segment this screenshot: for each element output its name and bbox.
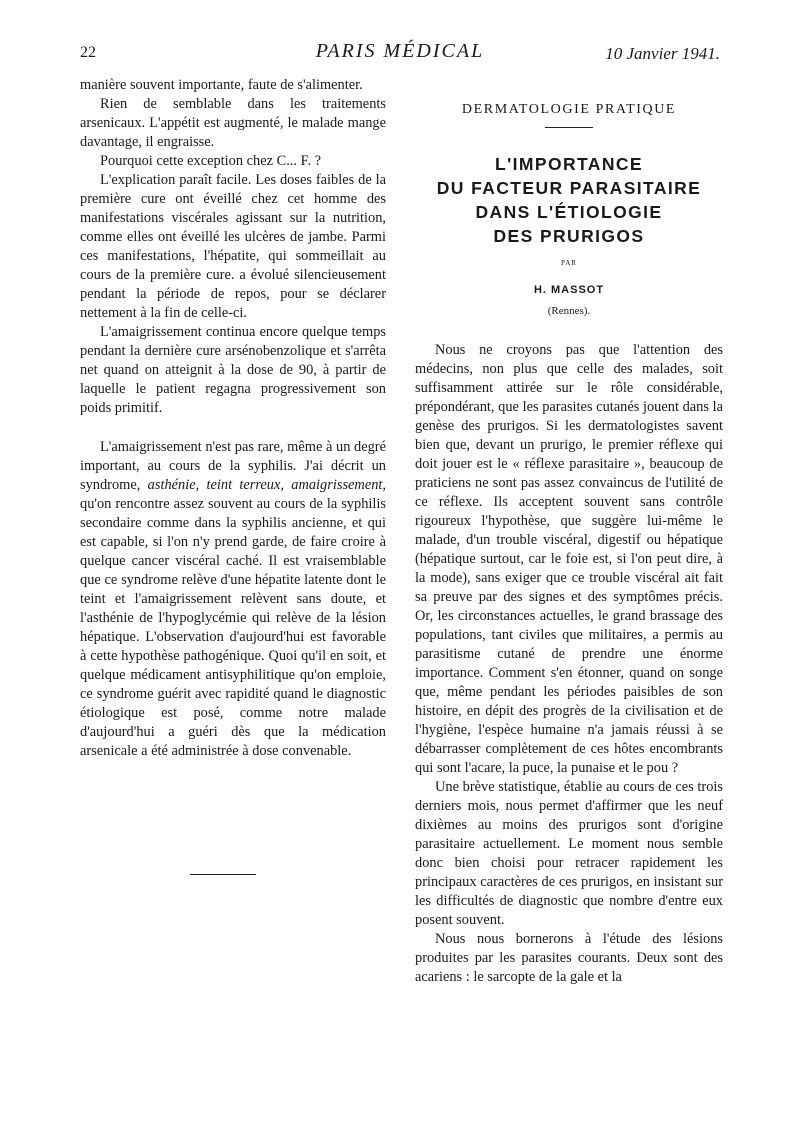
- paragraph-italic: asthénie, teint terreux, amaigrissement,: [147, 477, 387, 493]
- title-line: DANS L'ÉTIOLOGIE: [475, 202, 663, 222]
- byline-par: PAR: [561, 259, 577, 267]
- page-number: 22: [80, 44, 96, 61]
- article-title: [415, 152, 723, 248]
- spacer: [80, 418, 386, 438]
- paragraph: Nous ne croyons pas que l'attention des médecins, non plus que celle des malades, soit suffisamment attirée sur le rôle considérable, prépondérant, que les parasites cutanés jouent dans la genèse des prurigos. Si les dermatologistes savent bien que, devant un prurigo, le premier réflexe qui doit jouer est le « réflexe parasitaire », beaucoup de praticiens ne sont pas assez convaincus de l'utilité de ce réflexe. Ils acceptent souvent sans contrôle rigoureux l'hypothèse, que suggère lui-même le malade, d'un trouble viscéral, digestif ou hépatique (hépatique surtout, car le foie est, si l'on peut dire, à la mode), sans exiger que ce trouble viscéral ait fait sa preuve par des signes et des symptômes précis. Or, les circonstances actuelles, le grand brassage des populations, tant civiles que militaires, a permis au parasitisme cutané de prendre une énorme importance. Comment s'en étonner, quand on songe que, même pendant les périodes paisibles de son histoire, en dépit des progrès de la civilisation et de l'hygiène, l'espèce humaine n'a jamais réussi à se débarrasser complètement de ces hôtes encombrants qui sont l'acare, la puce, la punaise et le pou ?: [415, 342, 723, 776]
- right-column: [415, 100, 723, 987]
- left-column: [80, 76, 386, 761]
- section-heading: DERMATOLOGIE PRATIQUE: [461, 102, 677, 117]
- author-name: H. MASSOT: [533, 284, 605, 296]
- paragraph: Nous nous bornerons à l'étude des lésions produites par les parasites courants. Deux sont des acariens : le sarcopte de la gale et la: [415, 931, 723, 985]
- paragraph: manière souvent importante, faute de s'alimenter.: [80, 77, 363, 93]
- author-affiliation: (Rennes).: [547, 305, 591, 317]
- section-rule: [545, 127, 593, 128]
- journal-title: PARIS MÉDICAL: [315, 40, 485, 62]
- paragraph: L'amaigrissement continua encore quelque temps pendant la dernière cure arsénobenzolique et s'arrêta net quand on atteignit à la dose de 90, à partir de laquelle le patient regagna progressivement son poids primitif.: [80, 324, 386, 416]
- title-line: L'IMPORTANCE: [495, 154, 643, 174]
- paragraph: Rien de semblable dans les traitements arsenicaux. L'appétit est augmenté, le malade mange davantage, il engraisse.: [80, 96, 386, 150]
- paragraph: [80, 438, 386, 761]
- paragraph-text: L'amaigrissement n'est pas rare, même à un degré important, au cours de la syphilis. J'ai décrit un syndrome,: [80, 439, 386, 493]
- paragraph: Une brève statistique, établie au cours de ces trois derniers mois, nous permet d'affirmer que les neuf dixièmes au moins des prurigos sont d'origine parasitaire actuellement. Le moment nous semble donc bien choisi pour retracer rapidement les principaux caractères de ces prurigos, en insistant sur les difficultés de diagnostic que nombre d'entre eux posent souvent.: [415, 779, 723, 928]
- paragraph-text: qu'on rencontre assez souvent au cours de la syphilis secondaire comme dans la syphilis ancienne, et qui est capable, si l'on n'y prend garde, de faire croire à quelque cancer viscéral caché. Il est vraisemblable que ce syndrome relève d'une hépatite latente dont le teint et l'amaigrissement relèvent sans doute, et l'asthénie de l'hypoglycémie qui relève de la lésion hépatique. L'observation d'aujourd'hui est favorable à cette hypothèse pathogénique. Quoi qu'il en soit, et quelque médicament antisyphilitique qu'on emploie, ce syndrome guérit avec rapidité quand le diagnostic étiologique est posé, comme notre malade d'aujourd'hui a guéri dès que la médication arsenicale a été administrée à dose convenable.: [80, 496, 386, 759]
- page-header: [80, 40, 720, 70]
- title-line: DES PRURIGOS: [493, 226, 645, 246]
- issue-date: 10 Janvier 1941.: [605, 44, 720, 63]
- column-end-rule: [190, 874, 256, 875]
- paragraph: L'explication paraît facile. Les doses faibles de la première cure ont éveillé chez cet homme des manifestations viscérales agissant sur la nutrition, comme elles ont éveillé les ulcères de jambe. Parmi ces manifestations, l'hépatite, qui sommeillait au cours de la première cure. a évolué silencieusement pendant la période de repos, pour se déclarer nettement à la fin de celle-ci.: [80, 172, 386, 321]
- paragraph: Pourquoi cette exception chez C... F. ?: [100, 153, 322, 169]
- title-line: DU FACTEUR PARASITAIRE: [436, 178, 702, 198]
